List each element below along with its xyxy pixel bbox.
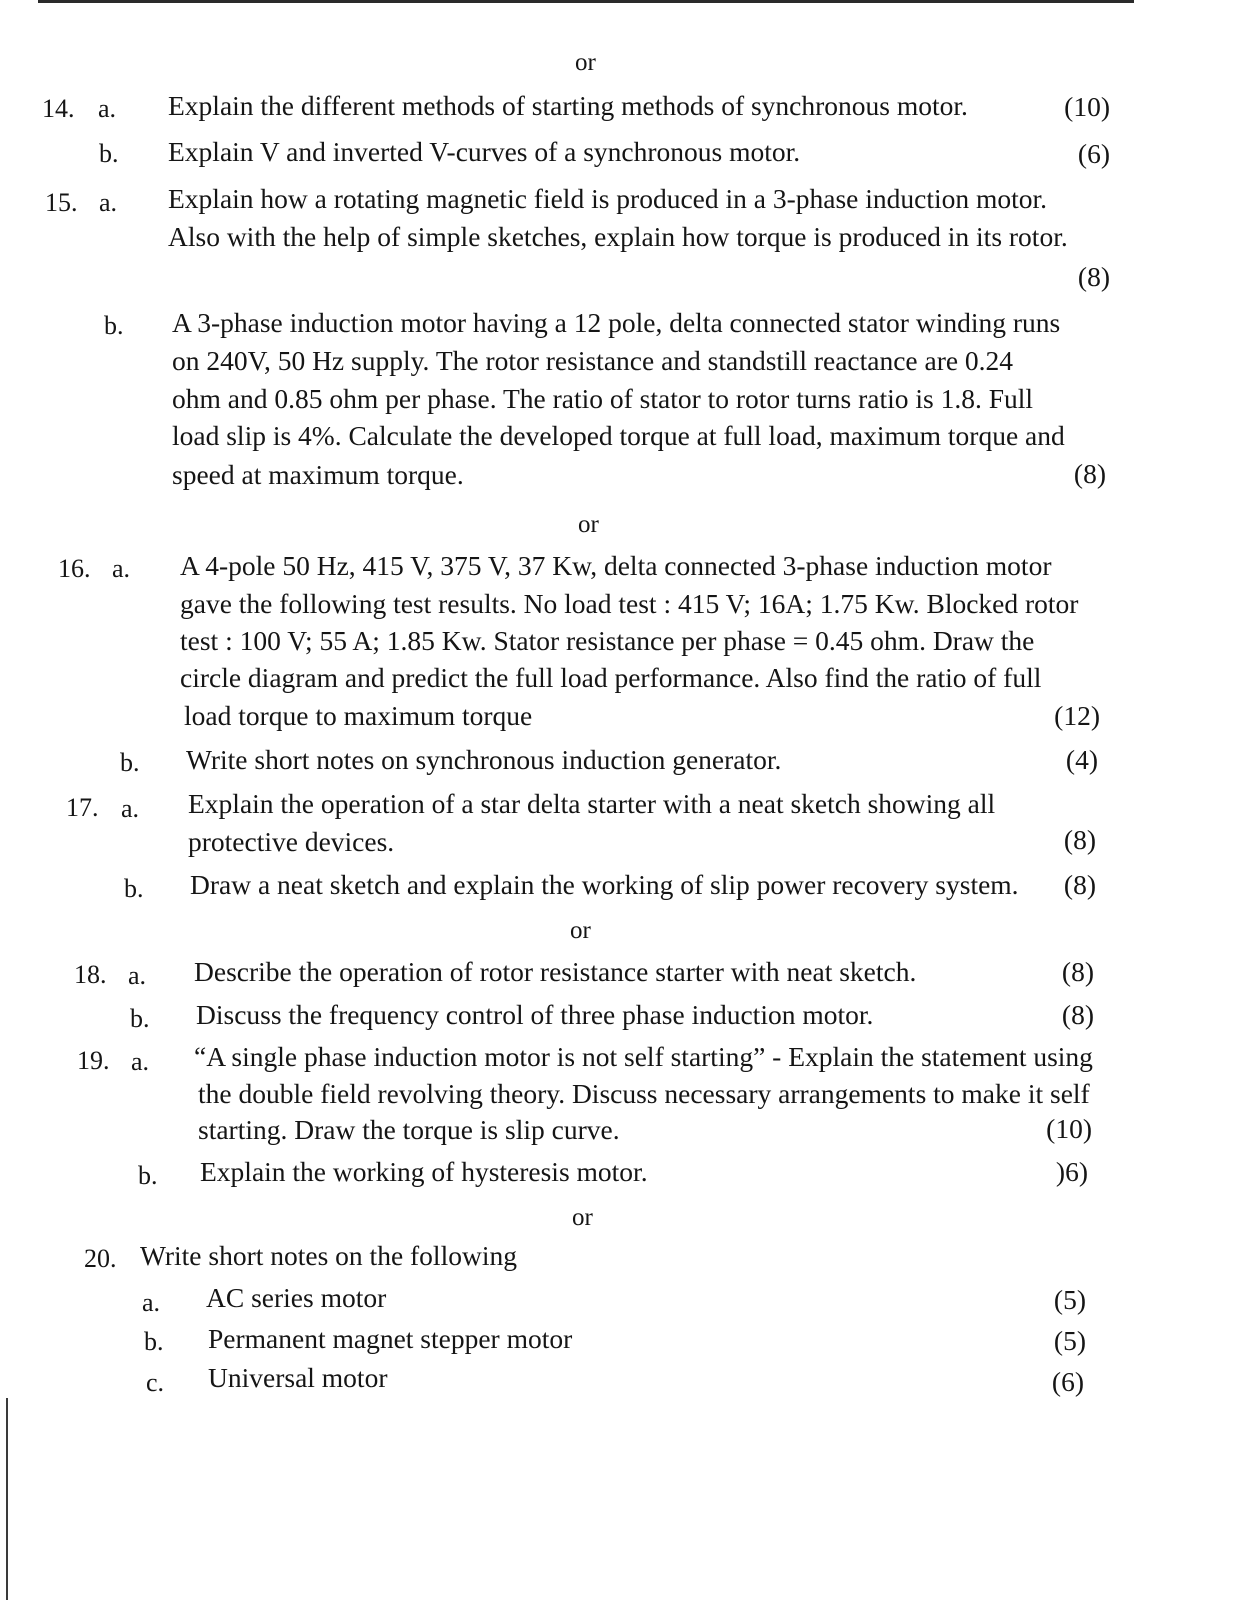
marks: (8) bbox=[1073, 458, 1106, 489]
or-separator: or bbox=[575, 49, 596, 76]
marks: (5) bbox=[1053, 1325, 1086, 1356]
question-text: A 3-phase induction motor having a 12 pole, delta connected stator winding runs bbox=[172, 307, 1061, 338]
part-label: a. bbox=[99, 188, 118, 217]
marks: (10) bbox=[1064, 91, 1110, 122]
question-text: ohm and 0.85 ohm per phase. The ratio of stator to rotor turns ratio is 1.8. Full bbox=[172, 383, 1034, 414]
question-text: Explain the operation of a star delta starter with a neat sketch showing all bbox=[188, 788, 996, 819]
question-text: Explain how a rotating magnetic field is produced in a 3-phase induction motor. bbox=[168, 183, 1048, 214]
question-text: “A single phase induction motor is not self starting” - Explain the statement using bbox=[194, 1041, 1093, 1072]
question-text: load torque to maximum torque bbox=[184, 700, 533, 731]
part-label: b. bbox=[130, 1004, 150, 1033]
or-separator: or bbox=[570, 917, 591, 944]
marks: (8) bbox=[1063, 869, 1096, 900]
question-text: Draw a neat sketch and explain the working of slip power recovery system. bbox=[190, 869, 1019, 900]
part-label: a. bbox=[112, 554, 131, 583]
question-text: load slip is 4%. Calculate the developed torque at full load, maximum torque and bbox=[172, 420, 1065, 451]
question-text: Explain V and inverted V-curves of a synchronous motor. bbox=[168, 136, 801, 167]
question-text: Explain the different methods of starting methods of synchronous motor. bbox=[168, 90, 968, 121]
part-label: b. bbox=[144, 1327, 164, 1356]
top-rule bbox=[38, 0, 1134, 3]
question-text: Permanent magnet stepper motor bbox=[208, 1323, 573, 1354]
question-text: Also with the help of simple sketches, explain how torque is produced in its rotor. bbox=[168, 221, 1068, 252]
marks: (6) bbox=[1051, 1366, 1084, 1397]
marks: (8) bbox=[1063, 824, 1096, 855]
part-label: b. bbox=[99, 139, 119, 168]
question-number: 18. bbox=[74, 960, 107, 989]
question-number: 15. bbox=[45, 188, 78, 217]
question-text: test : 100 V; 55 A; 1.85 Kw. Stator resistance per phase = 0.45 ohm. Draw the bbox=[180, 625, 1035, 656]
question-intro: Write short notes on the following bbox=[140, 1240, 517, 1271]
question-text: Explain the working of hysteresis motor. bbox=[200, 1156, 648, 1187]
part-label: b. bbox=[104, 311, 124, 340]
marks: (12) bbox=[1054, 700, 1100, 731]
marks: (10) bbox=[1046, 1113, 1092, 1144]
question-number: 19. bbox=[77, 1046, 110, 1075]
or-separator: or bbox=[578, 511, 599, 538]
marks: (5) bbox=[1053, 1284, 1086, 1315]
left-edge-line bbox=[6, 1398, 8, 1600]
marks: (4) bbox=[1065, 744, 1098, 775]
part-label: b. bbox=[120, 748, 140, 777]
question-number: 17. bbox=[66, 793, 99, 822]
question-text: the double field revolving theory. Discuss necessary arrangements to make it self bbox=[198, 1078, 1090, 1109]
part-label: b. bbox=[124, 874, 144, 903]
question-text: starting. Draw the torque is slip curve. bbox=[198, 1114, 620, 1145]
question-text: Write short notes on synchronous induction generator. bbox=[186, 744, 782, 775]
question-text: Describe the operation of rotor resistance starter with neat sketch. bbox=[194, 956, 917, 987]
part-label: c. bbox=[146, 1368, 165, 1397]
question-text: Universal motor bbox=[208, 1362, 388, 1393]
question-text: circle diagram and predict the full load performance. Also find the ratio of full bbox=[180, 662, 1042, 693]
part-label: a. bbox=[128, 961, 147, 990]
part-label: a. bbox=[131, 1047, 150, 1076]
question-text: on 240V, 50 Hz supply. The rotor resistance and standstill reactance are 0.24 bbox=[172, 345, 1014, 376]
marks: (6) bbox=[1077, 138, 1110, 169]
or-separator: or bbox=[572, 1204, 593, 1231]
question-number: 16. bbox=[58, 554, 91, 583]
question-text: AC series motor bbox=[206, 1282, 387, 1313]
part-label: a. bbox=[142, 1288, 161, 1317]
part-label: a. bbox=[98, 94, 117, 123]
question-number: 14. bbox=[42, 94, 75, 123]
marks: (8) bbox=[1061, 956, 1094, 987]
question-number: 20. bbox=[84, 1244, 117, 1273]
part-label: b. bbox=[138, 1161, 158, 1190]
question-text: speed at maximum torque. bbox=[172, 459, 464, 490]
marks: )6) bbox=[1055, 1156, 1088, 1187]
question-text: gave the following test results. No load test : 415 V; 16A; 1.75 Kw. Blocked rotor bbox=[180, 588, 1079, 619]
part-label: a. bbox=[121, 794, 140, 823]
question-text: A 4-pole 50 Hz, 415 V, 375 V, 37 Kw, delta connected 3-phase induction motor bbox=[180, 550, 1052, 581]
marks: (8) bbox=[1061, 999, 1094, 1030]
question-text: Discuss the frequency control of three phase induction motor. bbox=[196, 999, 874, 1030]
question-text: protective devices. bbox=[188, 826, 395, 857]
marks: (8) bbox=[1077, 261, 1110, 292]
